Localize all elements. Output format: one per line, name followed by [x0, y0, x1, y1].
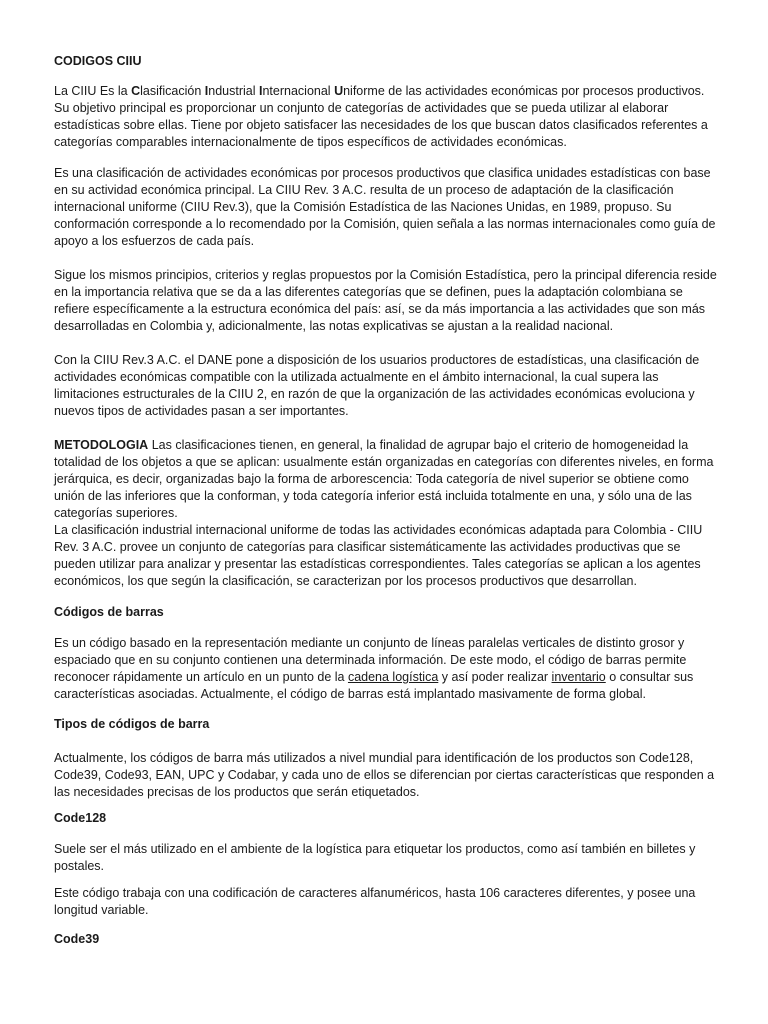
- paragraph-classification: Es una clasificación de actividades económicas por procesos productivos que clasifica unidades estadísticas con base en su actividad económica principal. La CIIU Rev. 3 A.C. resulta de un proceso de adaptación de la clasificación internacional uniforme (CIIU Rev.3), que la Comisión Estadística de las Naciones Unidas, en 1989, propuso. Su conformación corresponde a lo recomendado por la Comisión, quien señala a las normas internacionales como guía de apoyo a los esfuerzos de cada país.: [54, 166, 716, 248]
- section-heading-codigos-barras: Códigos de barras: [54, 605, 164, 619]
- text-segment: ndustrial: [208, 84, 259, 98]
- acronym-letter: I: [204, 84, 209, 98]
- acronym-letter: I: [259, 84, 263, 98]
- paragraph-barcode-definition: [54, 635, 718, 703]
- metodologia-label: METODOLOGIA: [54, 438, 149, 452]
- paragraph-barcode-types: Actualmente, los códigos de barra más utilizados a nivel mundial para identificación de los productos son Code128, Code39, Code93, EAN, UPC y Codabar, y cada uno de ellos se diferencian por ciertas características que responden a las necesidades precisas de los productos que serán etiquetados.: [54, 751, 715, 799]
- link-inventario[interactable]: inventario: [551, 670, 606, 684]
- link-cadena-logistica[interactable]: cadena logística: [347, 670, 439, 684]
- section-heading-tipos: Tipos de códigos de barra: [54, 717, 210, 731]
- acronym-letter: U: [334, 84, 344, 98]
- metodologia-text-2: La clasificación industrial internacional uniforme de todas las actividades económicas adaptada para Colombia - CIIU Rev. 3 A.C. provee un conjunto de categorías para clasificar sistemáticamente las actividades productivas que se pueden utilizar para analizar y presentar las estadísticas correspondientes. Tales categorías se aplican a los agentes económicos, los que según la clasificación, se caracterizan por los procesos productivos que desarrollan.: [54, 523, 703, 588]
- text-segment: niforme de las actividades económicas por procesos productivos. Su objetivo principal es proporcionar un conjunto de categorías de actividades que se pueda utilizar al elaborar estadísticas sobre ellas. Tiene por objeto satisfacer las necesidades de los que buscan datos clasificados referentes a categorías comparables internacionalmente de tipos específicos de actividades económicas.: [54, 84, 708, 149]
- text-segment: Es un código basado en la representación mediante un conjunto de líneas paralelas verticales de distinto grosor y espaciado que en su conjunto contienen una determinada información. De este modo, el código de barras permite reconocer rápidamente un artículo en un punto de la: [54, 636, 687, 684]
- metodologia-text: Las clasificaciones tienen, en general, la finalidad de agrupar bajo el criterio de homogeneidad la totalidad de los objetos a que se aplican: usualmente están organizadas en categorías con diferentes niveles, en forma jerárquica, es decir, organizadas bajo la forma de arborescencia: Toda categoría de nivel superior se obtiene como unión de las inferiores que la conforman, y toda categoría inferior está incluida totalmente en una, y sólo una de las categorías superiores.: [54, 438, 714, 520]
- paragraph-dane: Con la CIIU Rev.3 A.C. el DANE pone a disposición de los usuarios productores de estadísticas, una clasificación de actividades económicas compatible con la utilizada actualmente en el ámbito internacional, la cual supera las limitaciones estructurales de la CIIU 2, en razón de que la organización de las actividades económicas evoluciona y nuevos tipos de actividades pasan a ser importantes.: [54, 353, 700, 418]
- acronym-letter: C: [131, 84, 141, 98]
- text-segment: o consultar sus características asociadas. Actualmente, el código de barras está implantado masivamente de forma global.: [54, 670, 694, 701]
- text-segment: lasificación: [140, 84, 205, 98]
- paragraph-ciiu-definition: [54, 83, 718, 151]
- section-heading-code128: Code128: [54, 811, 107, 825]
- paragraph-code128-encoding: Este código trabaja con una codificación de caracteres alfanuméricos, hasta 106 caracteres diferentes, y posee una longitud variable.: [54, 886, 696, 917]
- paragraph-principles: Sigue los mismos principios, criterios y reglas propuestos por la Comisión Estadística, pero la principal diferencia reside en la importancia relativa que se da a las diferentes categorías que se definen, pues la adaptación colombiana se refiere específicamente a la estructura económica del país: así, se da más importancia a las actividades que son más desarrolladas en Colombia y, adicionalmente, las notas explicativas se ajustan a la realidad nacional.: [54, 268, 717, 333]
- text-segment: nternacional: [262, 84, 335, 98]
- section-heading-code39: Code39: [54, 932, 100, 946]
- document-title: CODIGOS CIIU: [54, 54, 142, 68]
- paragraph-code128-usage: Suele ser el más utilizado en el ambiente de la logística para etiquetar los productos, como así también en billetes y postales.: [54, 842, 696, 873]
- text-segment: La CIIU Es la: [54, 84, 132, 98]
- paragraph-metodologia: [54, 437, 718, 590]
- text-segment: y así poder realizar: [438, 670, 552, 684]
